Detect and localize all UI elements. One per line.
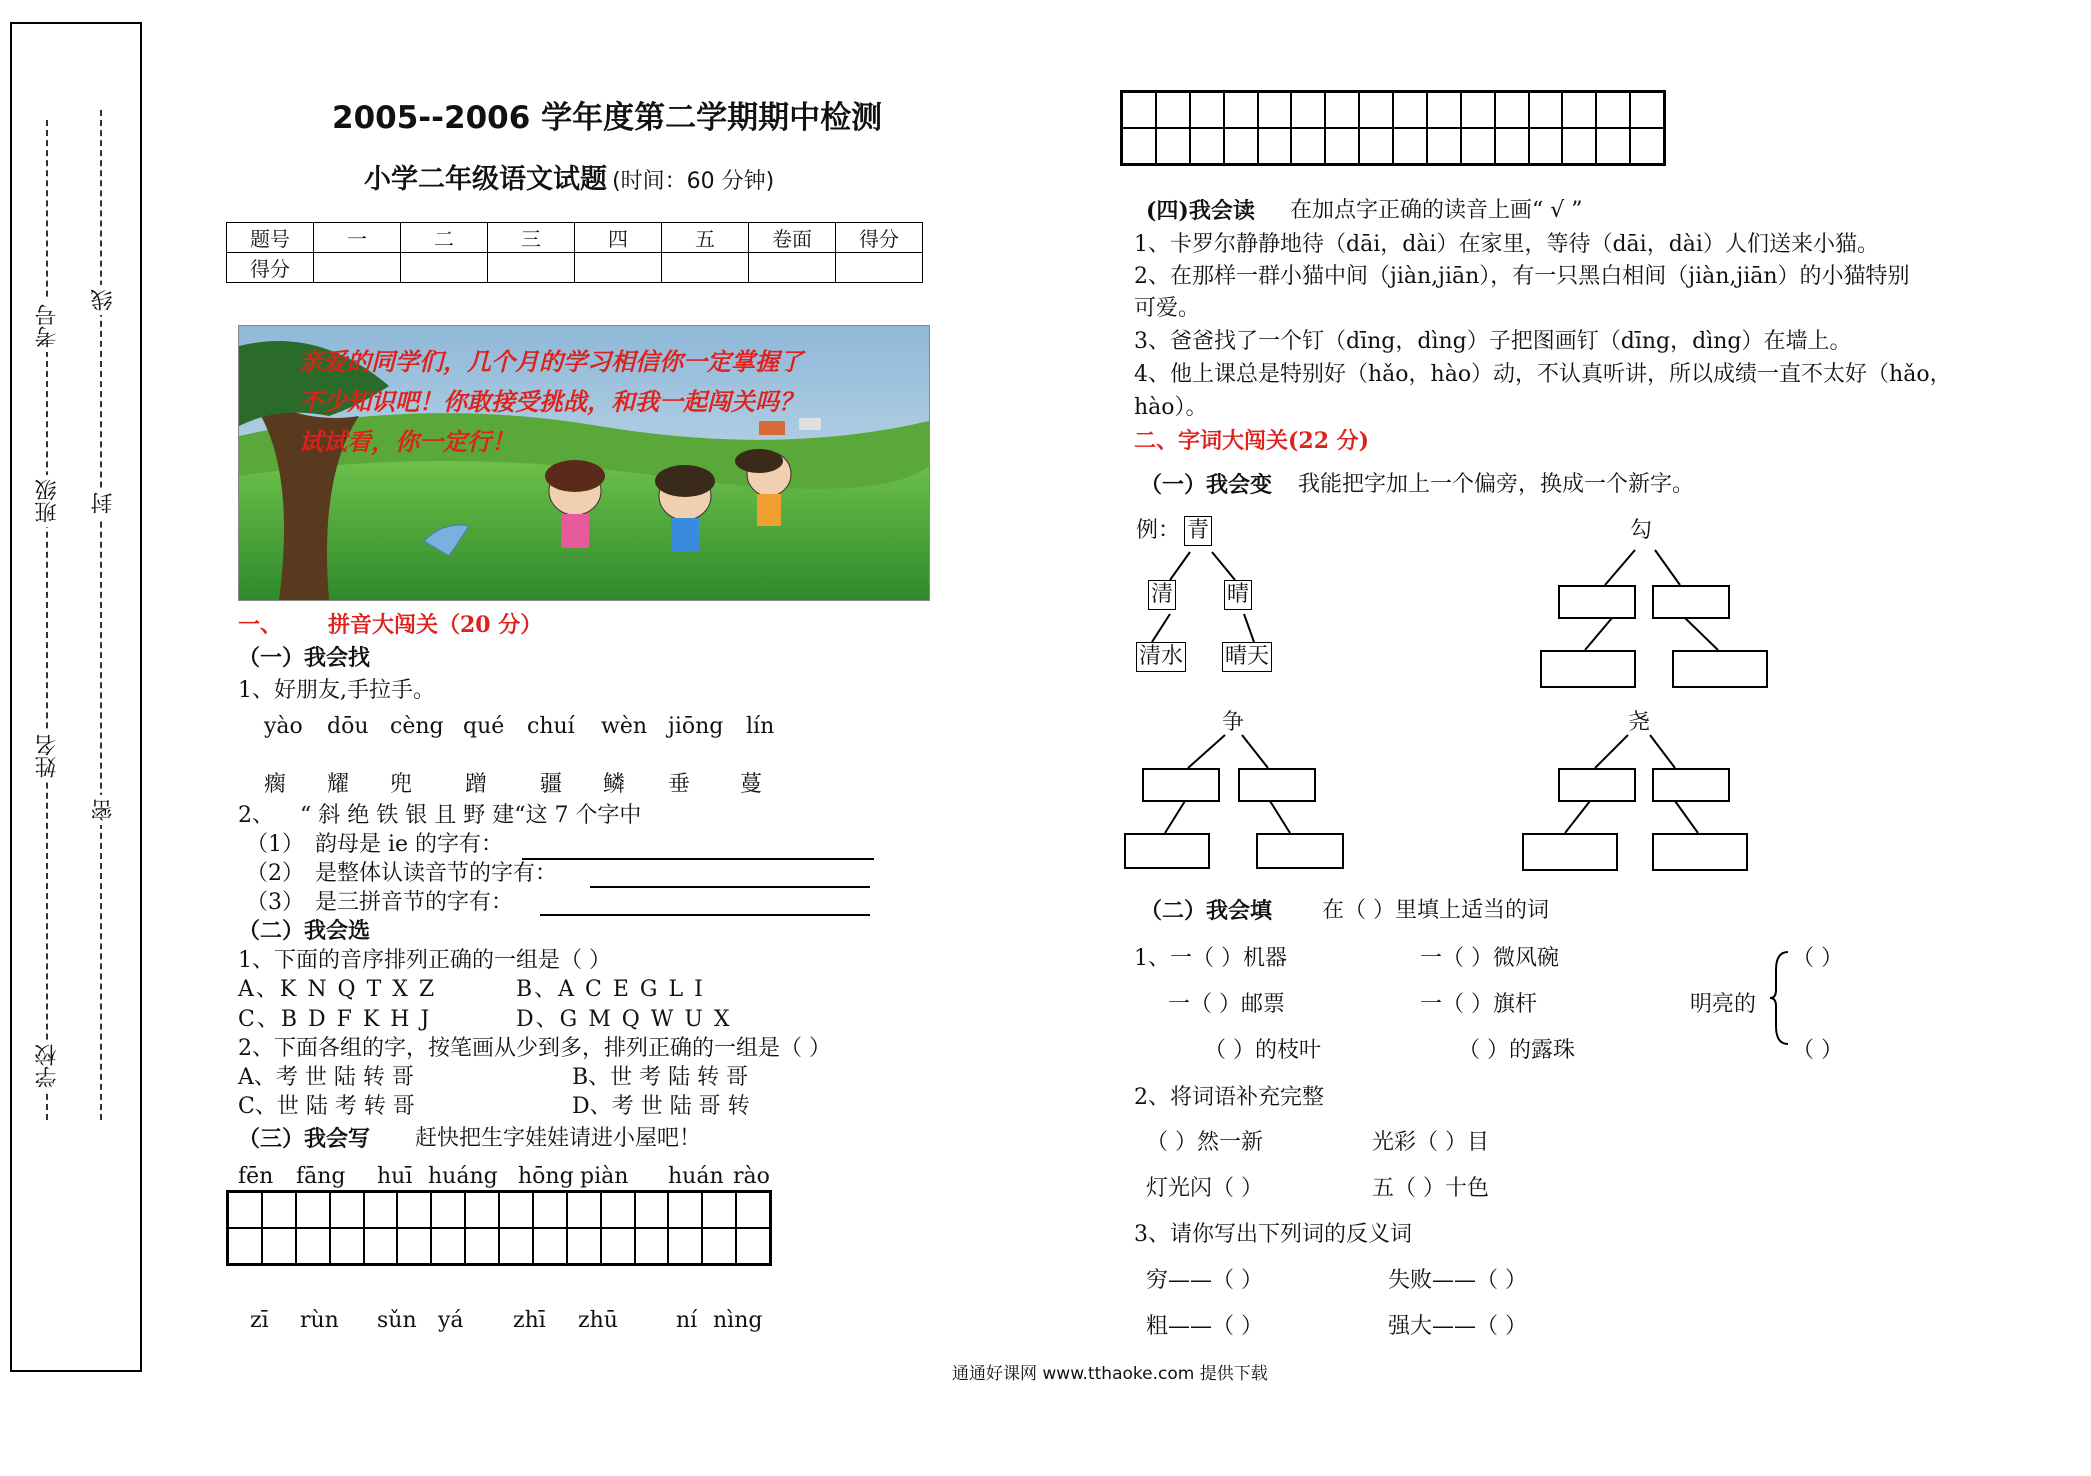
pinyin-item: cèng [390, 714, 444, 739]
write-pinyin: nìng [713, 1308, 763, 1333]
part2-2-desc: 在（ ）里填上适当的词 [1322, 898, 1549, 923]
binding-strip [10, 22, 142, 1372]
write-pinyin: huáng [428, 1164, 498, 1189]
score-header-cell: 题号 [227, 223, 314, 253]
label-school: 学校 [32, 1040, 63, 1092]
root-char-gou: 勾 [1630, 518, 1653, 543]
part2-1-desc: 我能把字加上一个偏旁，换成一个新字。 [1298, 472, 1695, 497]
pinyin-item: lín [746, 714, 775, 739]
reading-line: 2、在那样一群小猫中间（jiàn,jiān），有一只黑白相间（jiàn,jiān）的小猫特别 [1134, 264, 1910, 289]
score-header-cell: 四 [575, 223, 662, 253]
idiom-item: 五（ ）十色 [1372, 1176, 1489, 1201]
idiom-item: 灯光闪（ ） [1146, 1176, 1263, 1201]
answer-box[interactable] [1522, 833, 1618, 871]
answer-box[interactable] [1652, 768, 1730, 802]
example-mid-char: 清 [1148, 580, 1176, 610]
reading-line: 4、他上课总是特别好（hǎo，hào）动，不认真听讲，所以成绩一直不太好（hǎo， [1134, 362, 1952, 387]
score-cell[interactable] [488, 253, 575, 283]
score-cell[interactable] [575, 253, 662, 283]
answer-box[interactable] [1558, 585, 1636, 619]
bright-label: 明亮的 [1690, 992, 1757, 1017]
antonym-item: 失败——（ ） [1388, 1268, 1527, 1293]
part1-title: （一）我会找 [238, 645, 371, 671]
answer-box[interactable] [1672, 650, 1768, 688]
option-b: B、A C E G L I [516, 977, 705, 1002]
answer-box[interactable] [1238, 768, 1316, 802]
fill-item: （ ）的露珠 [1458, 1038, 1575, 1063]
example-word: 晴天 [1222, 642, 1272, 672]
score-cell[interactable] [662, 253, 749, 283]
write-pinyin: rùn [300, 1308, 339, 1333]
option-d: D、考 世 陆 哥 转 [572, 1094, 750, 1119]
answer-box[interactable] [1540, 650, 1636, 688]
write-pinyin: huī [377, 1164, 413, 1189]
score-header-cell: 卷面 [749, 223, 836, 253]
score-cell[interactable] [314, 253, 401, 283]
char-item: 疆 [540, 772, 563, 797]
char-item: 瘸 [264, 772, 287, 797]
example-label: 例： [1136, 518, 1181, 543]
pinyin-item: yào [264, 714, 303, 739]
write-pinyin: piàn [580, 1164, 629, 1189]
option-c: C、B D F K H J [238, 1007, 432, 1032]
pinyin-item: wèn [601, 714, 648, 739]
char-item: 垂 [668, 772, 691, 797]
antonym-item: 穷——（ ） [1146, 1268, 1263, 1293]
score-header-cell: 得分 [836, 223, 923, 253]
score-table [226, 222, 923, 283]
q2-item-text: 是整体认读音节的字有： [315, 861, 558, 886]
option-b: B、世 考 陆 转 哥 [572, 1065, 749, 1090]
q2-item-text: 韵母是 ie 的字有： [315, 832, 504, 857]
dashed-line-inner [46, 120, 48, 1120]
char-item: 鳞 [603, 772, 626, 797]
part2-question-1: 1、下面的音序排列正确的一组是（ ） [238, 948, 611, 973]
answer-box[interactable] [1652, 585, 1730, 619]
fill-item: 一（ ）微风碗 [1420, 946, 1559, 971]
answer-box[interactable] [1142, 768, 1220, 802]
seal-char-line: 线 [88, 285, 119, 315]
option-d: D、G M Q W U X [516, 1007, 732, 1032]
q2-item-number: （2） [246, 861, 304, 886]
answer-box[interactable] [1256, 833, 1344, 869]
write-pinyin: rào [733, 1164, 770, 1189]
answer-line[interactable] [590, 886, 870, 888]
option-c: C、世 陆 考 转 哥 [238, 1094, 415, 1119]
writing-grid-1[interactable] [226, 1190, 772, 1266]
part1-q2-chars: “ 斜 绝 铁 银 且 野 建“这 7 个字中 [300, 803, 642, 828]
part1-question-1: 1、好朋友,手拉手。 [238, 678, 435, 703]
root-char-zheng: 争 [1222, 710, 1245, 735]
q2-complete-words: 2、将词语补充完整 [1134, 1085, 1324, 1110]
write-pinyin: ní [676, 1308, 698, 1333]
q3-antonyms: 3、请你写出下列词的反义词 [1134, 1222, 1412, 1247]
idiom-item: 光彩（ ）目 [1372, 1130, 1489, 1155]
reading-line: 1、卡罗尔静静地待（dāi，dài）在家里，等待（dāi，dài）人们送来小猫。 [1134, 232, 1879, 257]
write-pinyin: zī [250, 1308, 269, 1333]
answer-line[interactable] [540, 914, 870, 916]
q2-item-number: （3） [246, 890, 304, 915]
score-header-cell: 三 [488, 223, 575, 253]
q2-item-number: （1） [246, 832, 304, 857]
exam-time: (时间：60 分钟) [612, 169, 775, 194]
fill-item: 一（ ）旗杆 [1420, 992, 1537, 1017]
idiom-item: （ ）然一新 [1146, 1130, 1263, 1155]
part3-desc: 赶快把生字娃娃请进小屋吧！ [415, 1126, 702, 1151]
bright-paren: （ ） [1792, 946, 1843, 971]
part1-q2-number: 2、 [238, 803, 274, 828]
write-pinyin: fāng [296, 1164, 346, 1189]
antonym-item: 强大——（ ） [1388, 1314, 1527, 1339]
exam-subtitle: 小学二年级语文试题 [364, 164, 607, 195]
pinyin-item: chuí [527, 714, 575, 739]
option-a: A、考 世 陆 转 哥 [238, 1065, 414, 1090]
write-pinyin: yá [438, 1308, 464, 1333]
write-pinyin: sǔn [377, 1308, 417, 1333]
part3-title: （三）我会写 [238, 1126, 371, 1152]
part2-question-2: 2、下面各组的字，按笔画从少到多，排列正确的一组是（ ） [238, 1036, 831, 1061]
part2-title: （二）我会选 [238, 918, 371, 944]
write-pinyin: zhī [513, 1308, 546, 1333]
section1-number: 一、 [238, 612, 283, 638]
reading-line: 可爱。 [1134, 296, 1201, 321]
reading-line: 3、爸爸找了一个钉（dīng，dìng）子把图画钉（dīng，dìng）在墙上。 [1134, 329, 1852, 354]
label-class: 班级 [32, 475, 63, 527]
bright-paren: （ ） [1792, 1038, 1843, 1063]
writing-grid-2[interactable] [1120, 90, 1666, 166]
write-pinyin: zhū [578, 1308, 618, 1333]
banner-line-2: 不少知识吧！你敢接受挑战，和我一起闯关吗？ [299, 387, 803, 416]
answer-line[interactable] [522, 858, 874, 860]
option-a: A、K N Q T X Z [238, 977, 437, 1002]
footer-credit: 通通好课网 www.tthaoke.com 提供下载 [952, 1364, 1268, 1384]
char-item: 兜 [390, 772, 413, 797]
dashed-line-outer [100, 110, 102, 1120]
write-pinyin: fēn [238, 1164, 274, 1189]
label-name: 姓名 [32, 730, 63, 782]
answer-box[interactable] [1124, 833, 1210, 869]
banner-line-1: 亲爱的同学们，几个月的学习相信你一定掌握了 [299, 347, 803, 376]
illustration [238, 325, 930, 601]
char-item: 耀 [327, 772, 350, 797]
part4-title: (四)我会读 [1146, 198, 1255, 224]
q2-item-text: 是三拼音节的字有： [315, 890, 514, 915]
brace-icon [1768, 950, 1792, 1046]
seal-char-seal: 封 [88, 488, 119, 518]
root-char-yao: 尧 [1628, 710, 1651, 735]
answer-box[interactable] [1558, 768, 1636, 802]
score-cell[interactable] [836, 253, 923, 283]
part4-desc: 在加点字正确的读音上画“ √ ” [1290, 198, 1583, 223]
char-item: 蹭 [465, 772, 488, 797]
seal-char-secret: 密 [88, 795, 119, 825]
part2-1-title: （一）我会变 [1140, 472, 1273, 498]
banner-line-3: 试试看，你一定行！ [299, 427, 515, 456]
antonym-item: 粗——（ ） [1146, 1314, 1263, 1339]
write-pinyin: hōng [518, 1164, 574, 1189]
fill-item: 1、一（ ）机器 [1134, 946, 1287, 971]
label-exam-number: 考号 [32, 300, 63, 352]
fill-item: （ ）的枝叶 [1204, 1038, 1321, 1063]
answer-box[interactable] [1652, 833, 1748, 871]
section2-heading: 二、字词大闯关(22 分) [1134, 428, 1370, 454]
write-pinyin: huán [668, 1164, 724, 1189]
section1-heading: 拼音大闯关（20 分） [328, 612, 543, 638]
pinyin-item: qué [463, 714, 505, 739]
score-header-cell: 五 [662, 223, 749, 253]
pinyin-item: dōu [327, 714, 369, 739]
score-cell[interactable] [401, 253, 488, 283]
example-word: 清水 [1136, 642, 1186, 672]
reading-line: hào）。 [1134, 395, 1208, 420]
score-header-cell: 二 [401, 223, 488, 253]
fill-item: 一（ ）邮票 [1168, 992, 1285, 1017]
score-row-label: 得分 [227, 253, 314, 283]
char-item: 蔓 [740, 772, 763, 797]
example-root-char: 青 [1184, 516, 1212, 546]
pinyin-item: jiōng [668, 714, 724, 739]
exam-title: 2005--2006 学年度第二学期期中检测 [332, 100, 883, 136]
example-mid-char: 晴 [1224, 580, 1252, 610]
exam-subtitle-line [364, 157, 774, 196]
score-cell[interactable] [749, 253, 836, 283]
score-header-cell: 一 [314, 223, 401, 253]
part2-2-title: （二）我会填 [1140, 898, 1273, 924]
